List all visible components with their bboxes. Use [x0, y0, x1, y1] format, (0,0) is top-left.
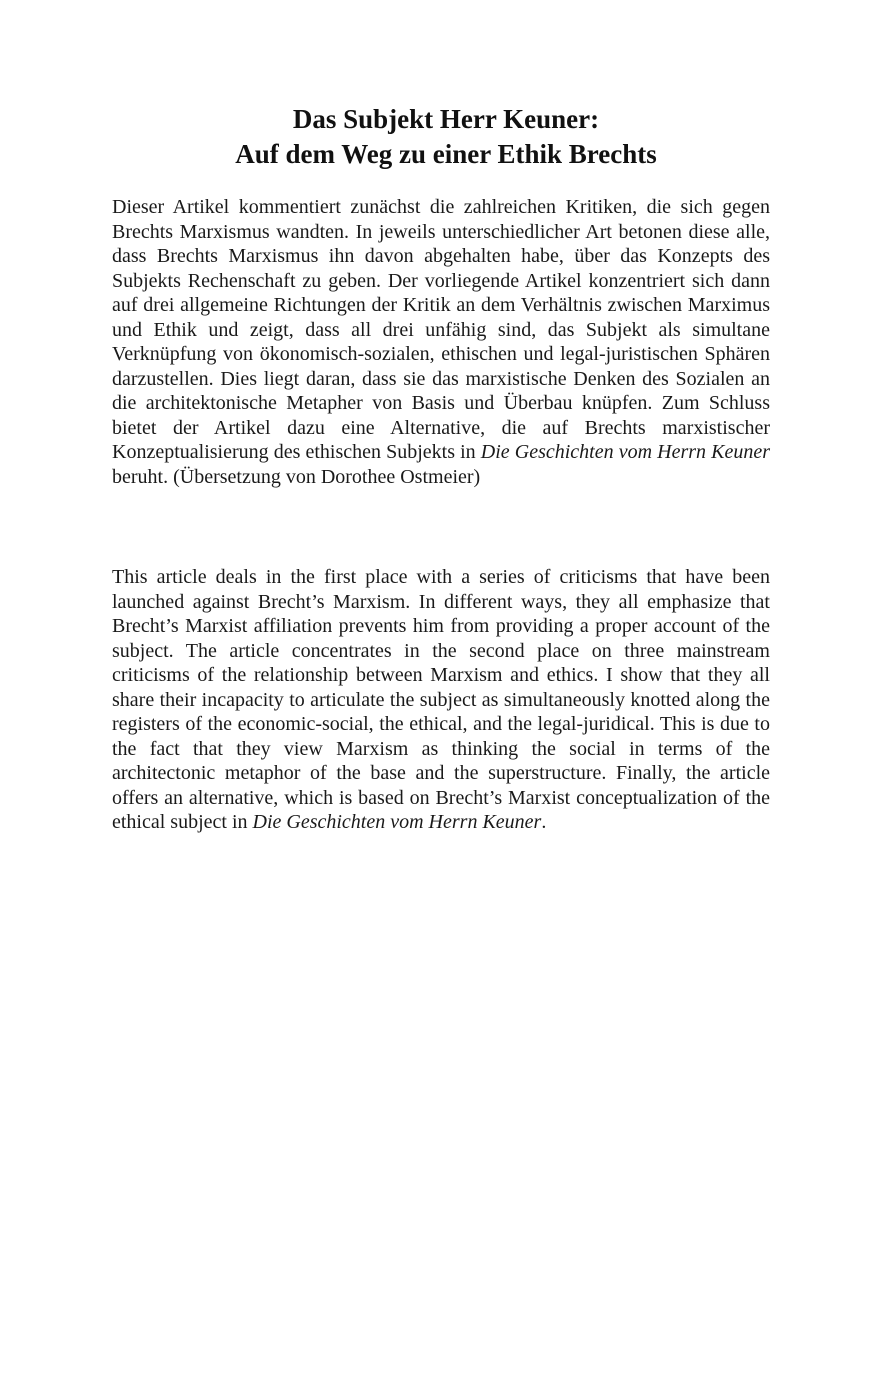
abstract-german-work-title: Die Geschichten vom Herrn Keuner — [480, 441, 770, 463]
abstract-english — [112, 565, 770, 835]
abstract-german-text-end: beruht. (Übersetzung von Dorothee Ostmeier) — [112, 465, 481, 488]
abstract-english-text-end: . — [541, 811, 547, 833]
abstract-english-work-title: Die Geschichten vom Herrn Keuner — [252, 811, 542, 833]
title-line-2: Auf dem Weg zu einer Ethik Brechts — [235, 139, 657, 169]
abstract-english-text: This article deals in the first place with a series of criticisms that have been launched against Brecht’s Marxism. In different ways, they all emphasize that Brecht’s Marxist affiliation prevents him from providing a proper account of the subject. The article concentrates in the second place on three mainstream criticisms of the relationship between Marxism and ethics. I show that they all share their incapacity to articulate the subject as simultaneously knotted along the registers of the economic-social, the ethical, and the legal-juridical. This is due to the fact that they view Marxism as thinking the social in terms of the architectonic metaphor of the base and the superstructure. Finally, the article offers an alternative, which is based on Brecht’s Marxist conceptualization of the ethical subject in — [112, 566, 770, 833]
title-line-1: Das Subjekt Herr Keuner: — [292, 104, 600, 134]
abstract-german — [112, 195, 770, 489]
article-title — [0, 102, 892, 172]
abstract-german-text: Dieser Artikel kommentiert zunächst die zahlreichen Kritiken, die sich gegen Brechts Marxismus wandten. In jeweils unterschiedlicher Art betonen diese alle, dass Brechts Marxismus ihn davon abgehalten habe, über das Konzepts des Subjekts Rechenschaft zu geben. Der vorliegende Artikel konzentriert sich dann auf drei allgemeine Richtungen der Kritik an dem Verhältnis zwischen Marximus und Ethik und zeigt, dass all drei unfähig sind, das Subjekt als simultane Verknüpfung von ökonomisch-sozialen, ethischen und legal-juristischen Sphären darzustellen. Dies liegt daran, dass sie das marxistische Denken des Sozialen an die architektonische Metapher von Basis und Überbau knüpfen. Zum Schluss bietet der Artikel dazu eine Alternative, die auf Brechts marxistischer Konzeptualisierung des ethischen Subjekts in — [112, 196, 770, 463]
